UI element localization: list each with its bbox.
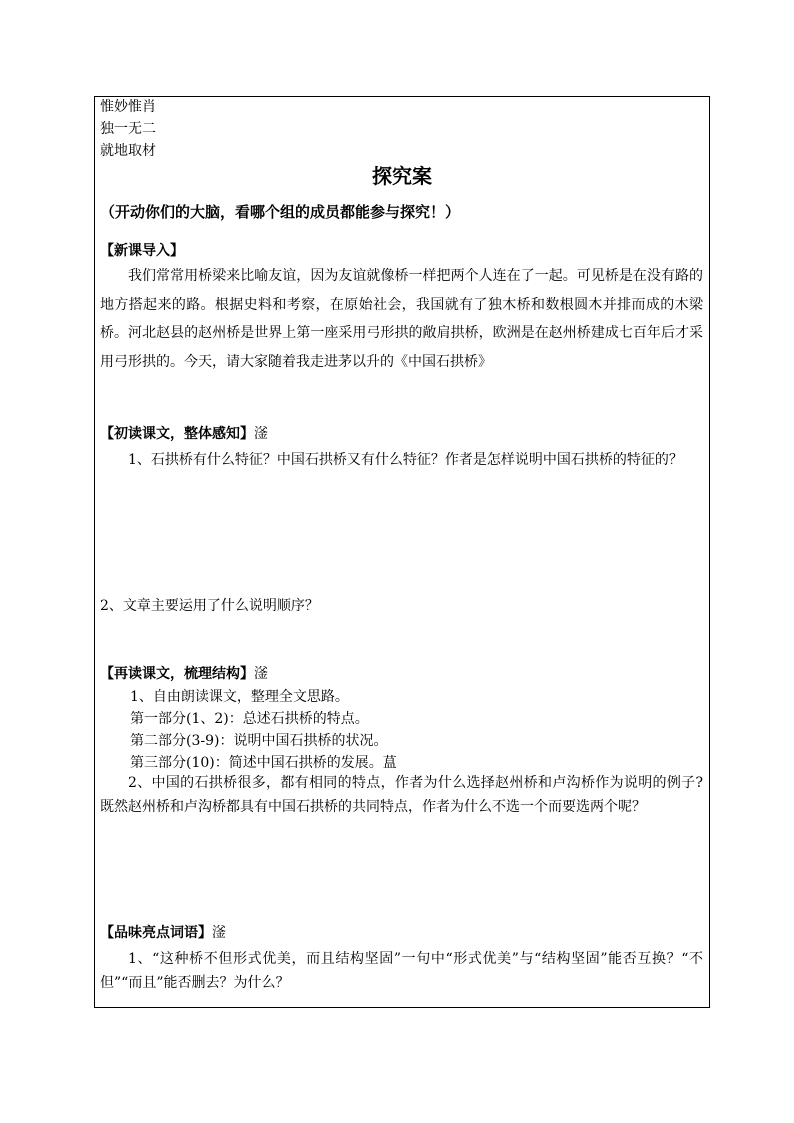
section-heading-second-read [100, 664, 268, 684]
heading-text: 【品味亮点词语】 [100, 925, 212, 941]
second-read-item-1: 1、自由朗读课文，整理全文思路。 [130, 689, 349, 705]
first-read-question-1: 1、石拱桥有什么特征？中国石拱桥又有什么特征？作者是怎样说明中国石拱桥的特征的？ [128, 452, 683, 468]
second-read-question-2: 2、中国的石拱桥很多，都有相同的特点，作者为什么选择赵州桥和卢沟桥作为说明的例子?既然赵州桥和卢沟桥都具有中国石拱桥的共同特点，作者为什么不选一个而要选两个呢？ [100, 775, 703, 815]
page-title: 探究案 [372, 164, 432, 188]
heading-text: 【再读课文，梳理结构】 [100, 666, 254, 682]
second-read-part-1: 第一部分(1、2)：总述石拱桥的特点。 [130, 711, 369, 727]
words-question-1: 1、“这种桥不但形式优美，而且结构坚固”一句中“形式优美”与“结构坚固”能否互换？“不但”“而且”能否删去？为什么？ [100, 951, 703, 991]
heading-tail-char: 滏 [254, 666, 268, 682]
page-subtitle: （开动你们的大脑，看哪个组的成员都能参与探究！） [100, 203, 461, 221]
heading-tail-char: 滏 [212, 925, 226, 941]
heading-text: 【初读课文，整体感知】 [100, 426, 254, 442]
vocab-line-2: 独一无二 [100, 121, 156, 137]
first-read-question-2: 2、文章主要运用了什么说明顺序？ [100, 598, 319, 614]
second-read-part-3: 第三部分(10)：简述中国石拱桥的发展。蒀 [130, 755, 397, 771]
section-heading-first-read [100, 424, 268, 444]
table-cell-frame [94, 96, 710, 1008]
heading-tail-char: 滏 [254, 426, 268, 442]
section-heading-intro: 【新课导入】 [100, 243, 184, 259]
second-read-part-2: 第二部分(3-9)：说明中国石拱桥的状况。 [130, 733, 388, 749]
vocab-line-3: 就地取材 [100, 143, 156, 159]
vocab-line-1: 惟妙惟肖 [100, 99, 156, 115]
intro-paragraph: 我们常常用桥梁来比喻友谊，因为友谊就像桥一样把两个人连在了一起。可见桥是在没有路的地方搭起来的路。根据史料和考察，在原始社会，我国就有了独木桥和数根圆木并排而成的木梁桥。河北赵县的赵州桥是世界上第一座采用弓形拱的敞肩拱桥，欧洲是在赵州桥建成七百年后才采用弓形拱的。今天，请大家随着我走进茅以升的《中国石拱桥》 [100, 268, 703, 370]
section-heading-words [100, 923, 226, 943]
